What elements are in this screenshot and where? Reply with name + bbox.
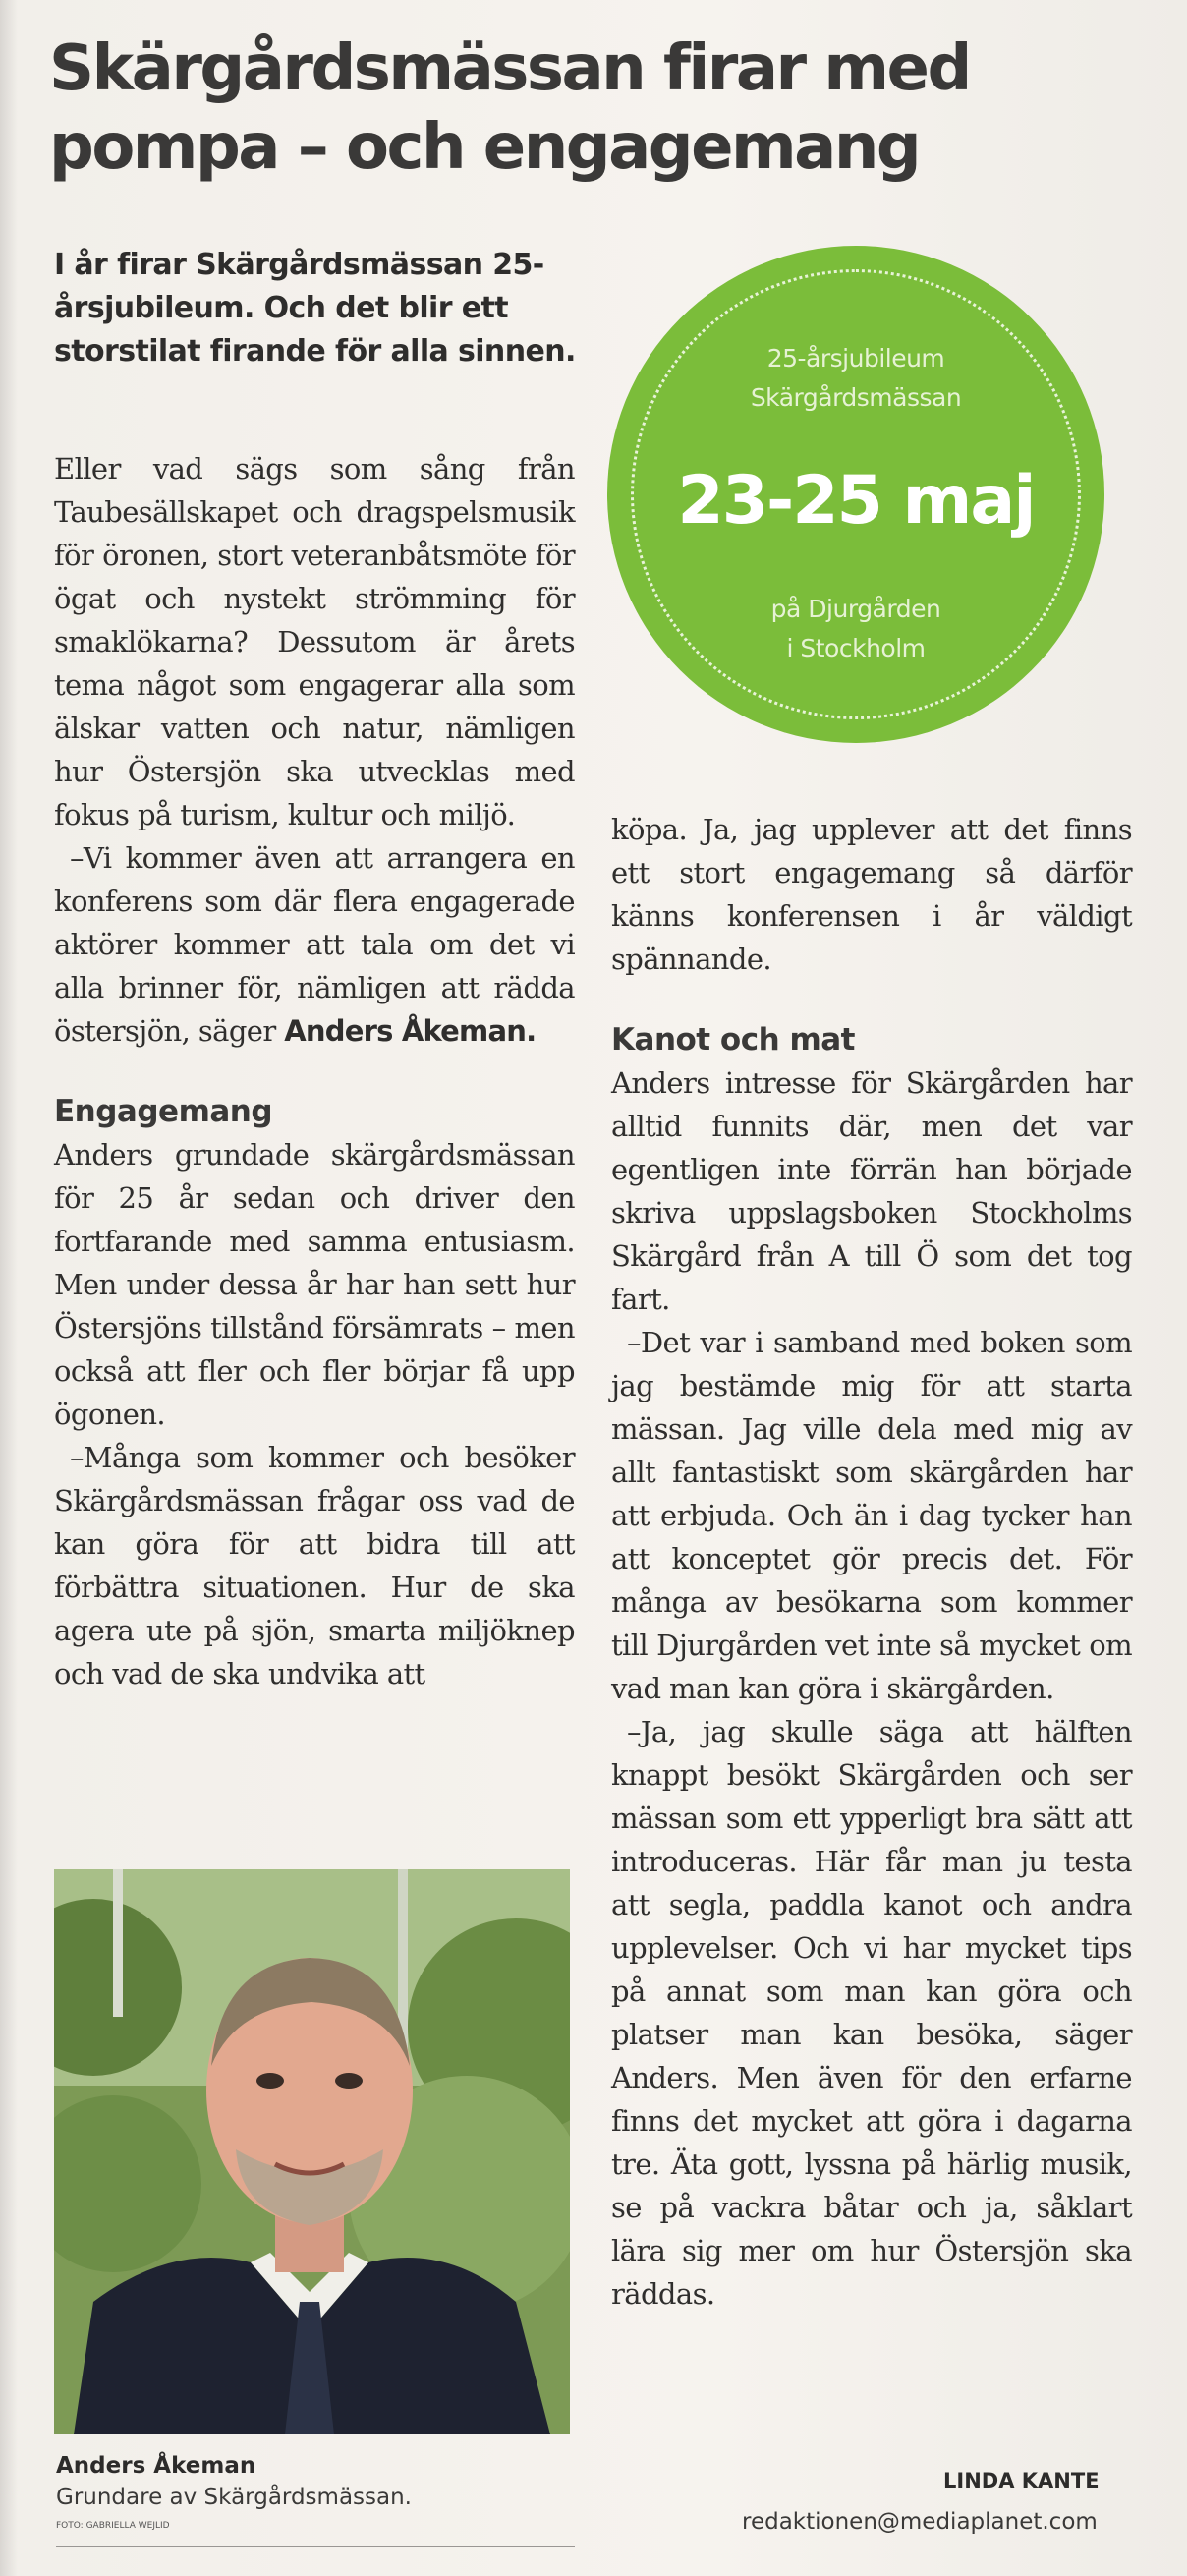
photo-caption-role: Grundare av Skärgårdsmässan.	[56, 2485, 412, 2510]
badge-location-1: på Djurgården	[770, 595, 941, 623]
portrait-photo	[54, 1869, 570, 2434]
right-column	[611, 808, 1132, 2316]
portrait-illustration	[54, 1869, 570, 2434]
body-paragraph: Eller vad sägs som sång från Taubesällskapet och dragspelsmusik för öronen, stort veteranbåtsmöte för ögat och nystekt strömming för smaklökarna? Dessutom är årets tema något som engagerar alla som älskar vatten och natur, nämligen hur Östersjön ska utvecklas med fokus på turism, kultur och miljö.	[54, 452, 575, 831]
badge-jubilee-text: 25-årsjubileum	[766, 344, 945, 372]
body-paragraph	[54, 836, 575, 1053]
caption-divider	[56, 2546, 575, 2547]
body-paragraph: köpa. Ja, jag upplever att det finns ett stort engagemang så därför känns konferensen i år väldigt spännande.	[611, 813, 1132, 976]
quote-text: –Vi kommer även att arrangera en konferens som där flera engagerade aktörer kommer att tala om det vi alla brinner för, nämligen att rädda östersjön, säger	[54, 841, 575, 1048]
body-paragraph: –Många som kommer och besöker Skärgårdsmässan frågar oss vad de kan göra för att bidra till att förbättra situationen. Hur de ska agera ute på sjön, smarta miljöknep och vad de ska undvika att	[54, 1441, 575, 1690]
byline-author: LINDA KANTE	[943, 2469, 1100, 2492]
body-paragraph: Anders grundade skärgårdsmässan för 25 år sedan och driver den fortfarande med samma entusiasm. Men under dessa år har han sett hur Östersjöns tillstånd försämrats – men också att fler och fler börjar få upp ögonen.	[54, 1138, 575, 1431]
badge-location-2: i Stockholm	[786, 634, 926, 662]
body-paragraph: –Ja, jag skulle säga att hälften knappt besökt Skärgården och ser mässan som ett ypperligt bra sätt att introduceras. Här får man ju testa att segla, paddla kanot och andra upplevelser. Och vi har mycket tips på annat som man kan göra och platser man kan besöka, säger Anders. Men även för den erfarne finns det mycket att göra i dagarna tre. Äta gott, lyssna på härlig musik, se på vackra båtar och ja, såklart lära sig mer om hur Östersjön ska räddas.	[611, 1715, 1132, 2311]
event-date-badge	[607, 246, 1104, 743]
badge-date: 23-25 maj	[677, 462, 1035, 540]
person-name: Anders Åkeman.	[284, 1014, 537, 1048]
left-column	[54, 447, 575, 1695]
body-paragraph: –Det var i samband med boken som jag bestämde mig för att starta mässan. Jag ville dela med mig av allt fantastiskt som skärgården har att erbjuda. Och än i dag tycker han att konceptet gör precis det. För många av besökarna som kommer till Djurgården vet inte så mycket om vad man kan göra i skärgården.	[611, 1326, 1132, 1705]
subheading-engagemang: Engagemang	[54, 1094, 273, 1129]
subheading-kanot-och-mat: Kanot och mat	[611, 1022, 855, 1058]
headline: Skärgårdsmässan firar med pompa – och engagemang	[49, 32, 970, 184]
photo-credit: FOTO: GABRIELLA WEJLID	[56, 2521, 170, 2531]
byline-email: redaktionen@mediaplanet.com	[742, 2509, 1098, 2535]
lead-paragraph: I år firar Skärgårdsmässan 25-årsjubileum. Och det blir ett storstilat firande för alla sinnen.	[54, 248, 576, 369]
badge-event-name: Skärgårdsmässan	[750, 383, 962, 412]
body-paragraph: Anders intresse för Skärgården har alltid funnits där, men det var egentligen inte förrän han började skriva uppslagsboken Stockholms Skärgård från A till Ö som det tog fart.	[611, 1066, 1132, 1316]
photo-caption-name: Anders Åkeman	[56, 2453, 256, 2479]
